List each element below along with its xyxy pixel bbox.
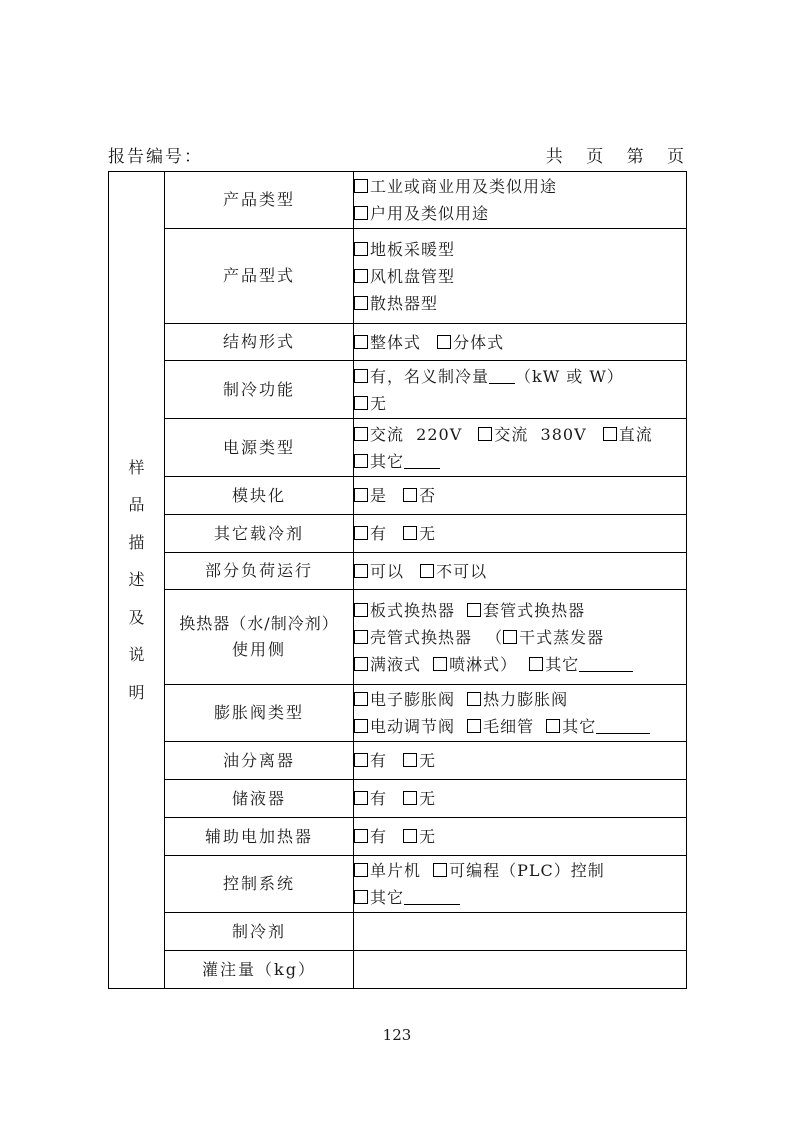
checkbox-icon[interactable] [467,719,481,733]
checkbox-icon[interactable] [437,335,451,349]
checkbox-icon[interactable] [354,206,368,220]
checkbox-industrial-commercial[interactable]: 工业或商业用及类似用途 [354,177,557,196]
expansion-valve-label: 膨胀阀类型 [165,685,354,742]
checkbox-icon[interactable] [354,603,368,617]
heat-exchanger-label-line1: 换热器（水/制冷剂） [179,614,339,633]
structure-options [354,324,687,361]
checkbox-tube-in-tube-hx[interactable]: 套管式换热器 [467,601,585,620]
checkbox-plc[interactable]: 可编程（PLC）控制 [433,861,605,880]
product-category-label: 产品类型 [165,172,354,229]
checkbox-cooling-yes[interactable]: 有，名义制冷量 （kW 或 W） [354,367,624,386]
checkbox-mcu[interactable]: 单片机 [354,861,421,880]
aux-heater-options [354,818,687,856]
charge-label: 灌注量（kg） [165,951,354,989]
power-other-blank[interactable] [404,454,440,469]
other-refrigerant-label: 其它载冷剂 [165,515,354,553]
power-label: 电源类型 [165,419,354,477]
checkbox-icon[interactable] [354,454,368,468]
checkbox-icon[interactable] [354,369,368,383]
checkbox-icon[interactable] [603,427,617,441]
checkbox-motorized-valve[interactable]: 电动调节阀 [354,717,455,736]
oil-separator-options [354,742,687,780]
checkbox-receiver-no[interactable]: 无 [403,789,436,808]
refrigerant-label: 制冷剂 [165,913,354,951]
checkbox-icon[interactable] [354,296,368,310]
checkbox-icon[interactable] [354,396,368,410]
checkbox-icon[interactable] [354,829,368,843]
checkbox-electronic-ev[interactable]: 电子膨胀阀 [354,690,455,709]
product-category-options [354,172,687,229]
page-total-label: 共 [545,147,565,167]
checkbox-icon[interactable] [354,719,368,733]
product-form-options [354,229,687,324]
power-options [354,419,687,477]
checkbox-modular-no[interactable]: 否 [403,486,436,505]
checkbox-part-load-no[interactable]: 不可以 [420,562,487,581]
checkbox-icon[interactable] [503,630,517,644]
checkbox-fan-coil[interactable]: 风机盘管型 [354,267,455,286]
cooling-options [354,361,687,419]
control-other-blank[interactable] [404,890,460,905]
checkbox-integral[interactable]: 整体式 [354,333,421,352]
checkbox-control-other[interactable]: 其它 [354,888,460,907]
checkbox-icon[interactable] [354,427,368,441]
oil-separator-label: 油分离器 [165,742,354,780]
control-system-label: 控制系统 [165,856,354,913]
checkbox-icon[interactable] [433,863,447,877]
checkbox-icon[interactable] [354,863,368,877]
checkbox-icon[interactable] [403,829,417,843]
checkbox-icon[interactable] [529,657,543,671]
product-form-label: 产品型式 [165,229,354,324]
checkbox-icon[interactable] [354,791,368,805]
checkbox-icon[interactable] [354,630,368,644]
checkbox-spray[interactable]: 喷淋式） [433,655,517,674]
section-title-char: 述 [128,570,145,590]
checkbox-cooling-no[interactable]: 无 [354,394,387,413]
checkbox-oil-separator-no[interactable]: 无 [403,751,436,770]
heat-exchanger-options: 板式换热器 套管式换热器 壳管式换热器 （ 干式蒸发器 满液式 喷淋式） 其它 [354,590,687,685]
checkbox-capillary[interactable]: 毛细管 [467,717,534,736]
checkbox-radiator[interactable]: 散热器型 [354,294,438,313]
checkbox-icon[interactable] [403,488,417,502]
expansion-valve-options [354,685,687,742]
page-number: 123 [382,1026,412,1044]
report-header [108,138,686,166]
checkbox-shell-tube-hx[interactable]: 壳管式换热器 [354,628,472,647]
page-unit-label: 页 [586,147,606,167]
checkbox-icon[interactable] [354,890,368,904]
checkbox-other-refrigerant-yes[interactable]: 有 [354,524,387,543]
part-load-options [354,553,687,590]
section-title-char: 明 [128,682,145,702]
checkbox-other-refrigerant-no[interactable]: 无 [403,524,436,543]
section-title-char: 品 [128,495,145,515]
heat-exchanger-label-line2: 使用侧 [231,640,286,659]
checkbox-thermal-ev[interactable]: 热力膨胀阀 [467,690,568,709]
page-current-label: 第 [626,147,646,167]
hx-other-blank[interactable] [579,657,633,672]
checkbox-icon[interactable] [354,242,368,256]
aux-heater-label: 辅助电加热器 [165,818,354,856]
other-refrigerant-options [354,515,687,553]
receiver-label: 储液器 [165,780,354,818]
checkbox-part-load-yes[interactable]: 可以 [354,562,404,581]
checkbox-icon[interactable] [354,526,368,540]
checkbox-receiver-yes[interactable]: 有 [354,789,387,808]
checkbox-icon[interactable] [354,269,368,283]
checkbox-icon[interactable] [546,719,560,733]
page-unit-label: 页 [667,147,686,167]
checkbox-icon[interactable] [403,791,417,805]
checkbox-icon[interactable] [420,564,434,578]
section-title-char: 及 [128,607,145,627]
checkbox-icon[interactable] [433,657,447,671]
part-load-label: 部分负荷运行 [165,553,354,590]
checkbox-floor-heating[interactable]: 地板采暖型 [354,240,455,259]
checkbox-icon[interactable] [467,692,481,706]
section-title-char: 说 [128,645,145,665]
heat-exchanger-label [165,590,354,685]
structure-label: 结构形式 [165,324,354,361]
checkbox-icon[interactable] [354,179,368,193]
control-system-options [354,856,687,913]
checkbox-icon[interactable] [354,335,368,349]
checkbox-household[interactable]: 户用及类似用途 [354,204,489,223]
sample-description-table [108,171,687,989]
modular-options [354,477,687,515]
charge-value[interactable] [354,951,687,989]
checkbox-icon[interactable] [478,427,492,441]
checkbox-flooded[interactable]: 满液式 [354,655,421,674]
page-count [532,142,686,167]
checkbox-modular-yes[interactable]: 是 [354,486,387,505]
checkbox-aux-heater-no[interactable]: 无 [403,827,436,846]
checkbox-icon[interactable] [354,488,368,502]
checkbox-ev-other[interactable]: 其它 [546,717,650,736]
checkbox-aux-heater-yes[interactable]: 有 [354,827,387,846]
checkbox-dry-evaporator[interactable]: 干式蒸发器 [503,628,604,647]
checkbox-icon[interactable] [354,657,368,671]
checkbox-ac-220v[interactable]: 交流 220V [354,425,462,444]
checkbox-power-other[interactable]: 其它 [354,452,440,471]
cooling-capacity-blank[interactable] [489,369,515,384]
checkbox-split[interactable]: 分体式 [437,333,504,352]
checkbox-icon[interactable] [467,603,481,617]
checkbox-plate-hx[interactable]: 板式换热器 [354,601,455,620]
checkbox-icon[interactable] [354,753,368,767]
checkbox-oil-separator-yes[interactable]: 有 [354,751,387,770]
report-number-label: 报告编号： [108,147,203,167]
checkbox-icon[interactable] [403,526,417,540]
cooling-label: 制冷功能 [165,361,354,419]
checkbox-hx-other[interactable]: 其它 [529,655,633,674]
ev-other-blank[interactable] [596,719,650,734]
modular-label: 模块化 [165,477,354,515]
checkbox-icon[interactable] [354,564,368,578]
refrigerant-value[interactable] [354,913,687,951]
checkbox-dc[interactable]: 直流 [603,425,653,444]
checkbox-icon[interactable] [403,753,417,767]
checkbox-icon[interactable] [354,692,368,706]
checkbox-ac-380v[interactable]: 交流 380V [478,425,586,444]
section-title [109,172,165,989]
section-title-char: 描 [128,532,145,552]
section-title-char: 样 [128,457,145,477]
receiver-options [354,780,687,818]
